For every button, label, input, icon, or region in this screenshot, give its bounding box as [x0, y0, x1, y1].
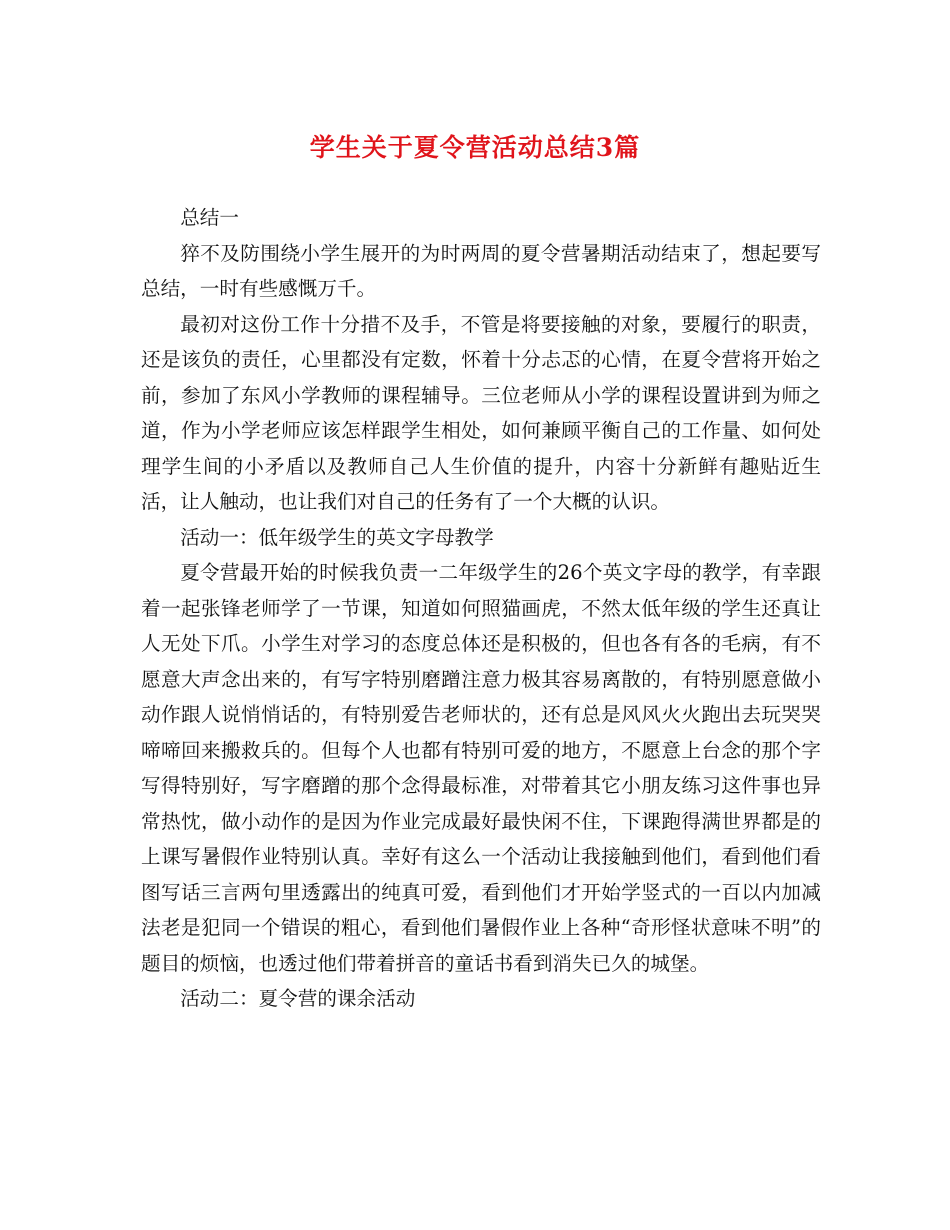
section-heading: 总结一 — [180, 206, 239, 229]
paragraph: 猝不及防围绕小学生展开的为时两周的夏令营暑期活动结束了，想起要写总结，一时有些感慨万千。 — [141, 241, 821, 300]
activity-heading: 活动二：夏令营的课余活动 — [180, 987, 416, 1010]
document-title: 学生关于夏令营活动总结3篇 — [309, 133, 641, 162]
activity-heading: 活动一：低年级学生的英文字母教学 — [180, 525, 494, 549]
paragraph: 夏令营最开始的时候我负责一二年级学生的26个英文字母的教学，有幸跟着一起张锋老师学了一节课，知道如何照猫画虎，不然太低年级的学生还真让人无处下爪。小学生对学习的态度总体还是积极的，但也各有各的毛病，有不愿意大声念出来的，有写字特别磨蹭注意力极其容易离散的，有特别愿意做小动作跟人说悄悄话的，有特别爱告老师状的，还有总是风风火火跑出去玩哭哭啼啼回来搬救兵的。但每个人也都有特别可爱的地方，不愿意上台念的那个字写得特别好，写字磨蹭的那个念得最标准，对带着其它小朋友练习这件事也异常热忱，做小动作的是因为作业完成最好最快闲不住，下课跑得满世界都是的上课写暑假作业特别认真。幸好有这么一个活动让我接触到他们，看到他们看图写话三言两句里透露出的纯真可爱，看到他们才开始学竖式的一百以内加减法老是犯同一个错误的粗心，看到他们暑假作业上各种“奇形怪状意味不明”的题目的烦恼，也透过他们带着拼音的童话书看到消失已久的城堡。 — [141, 561, 821, 975]
document-body — [141, 200, 821, 1017]
paragraph: 最初对这份工作十分措不及手，不管是将要接触的对象，要履行的职责，还是该负的责任，心里都没有定数，怀着十分忐忑的心情，在夏令营将开始之前，参加了东风小学教师的课程辅导。三位老师从小学的课程设置讲到为师之道，作为小学老师应该怎样跟学生相处，如何兼顾平衡自己的工作量、如何处理学生间的小矛盾以及教师自己人生价值的提升，内容十分新鲜有趣贴近生活，让人触动，也让我们对自己的任务有了一个大概的认识。 — [141, 312, 821, 513]
